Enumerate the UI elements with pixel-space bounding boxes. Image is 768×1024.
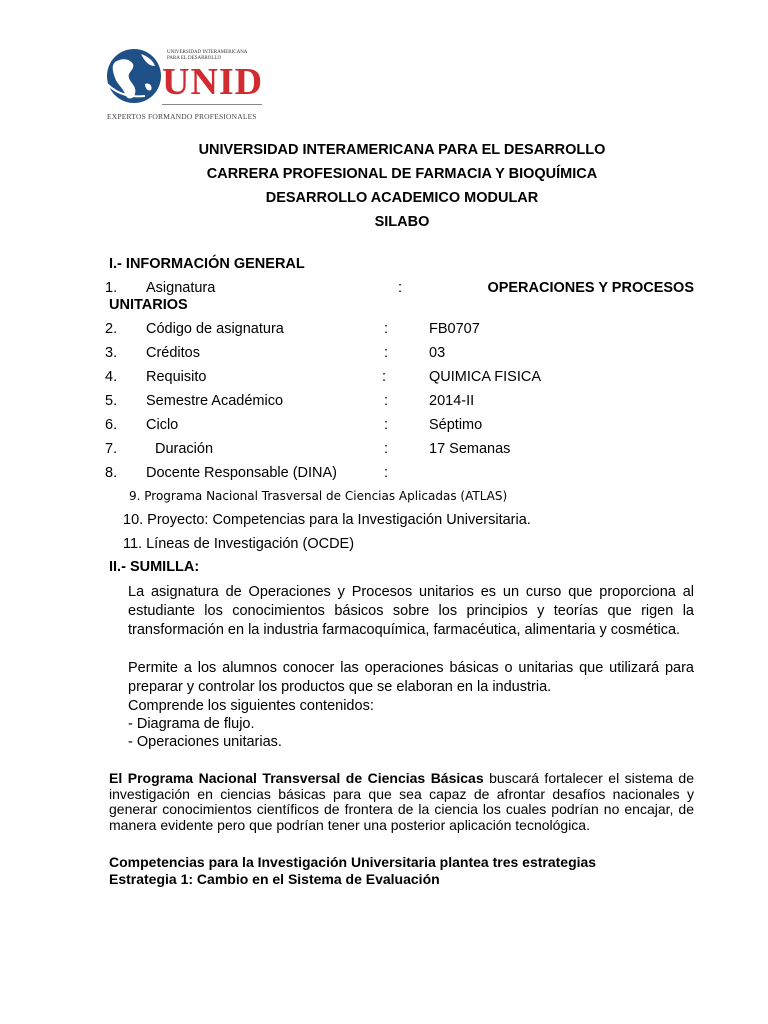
header-career: CARRERA PROFESIONAL DE FARMACIA Y BIOQUÍMICA [206,166,598,182]
item3-number: 3. [105,345,118,361]
item6-value: Séptimo [429,417,483,433]
item7-value: 17 Semanas [429,441,511,457]
header-doc-type: SILABO [374,214,430,230]
item6-number: 6. [105,417,118,433]
programa-lead-rest: buscará fortalecer el sistema de investigación en ciencias básicas para que sea capaz de afrontar desafíos nacionales y generar conocimientos científicos de frontera de la ciencia los cuales podrían no encajar, de manera evidente pero que podrían tener una posterior aplicación tecnológica. [109,770,694,833]
logo-brand-text: UNID [162,61,264,103]
item8-number: 8. [105,465,118,481]
item7-label: Duración [155,441,214,457]
sumilla-contents-intro: Comprende los siguientes contenidos: [128,698,374,714]
item1-value-continued: UNITARIOS [109,297,188,313]
item2-label: Código de asignatura [146,321,284,337]
item5-label: Semestre Académico [146,393,284,409]
item5-colon: : [384,393,389,409]
programa-paragraph [109,771,694,833]
globe-icon [105,44,165,108]
logo-small-text: UNIVERSIDAD INTERAMERICANA PARA EL DESARROLLO [167,50,248,61]
competencias-line: Competencias para la Investigación Universitaria plantea tres estrategias [109,854,597,870]
item7-colon: : [384,441,389,457]
estrategia-1-line: Estrategia 1: Cambio en el Sistema de Evaluación [109,871,440,887]
sumilla-list-item-1: - Diagrama de flujo. [128,716,255,732]
item1-label: Asignatura [146,280,216,296]
sumilla-paragraph-1: La asignatura de Operaciones y Procesos unitarios es un curso que proporciona al estudiante los conocimientos básicos sobre los principios y teorías que rigen la transformación en la industria farmacoquímica, farmacéutica, alimentaria y cosmética. [128,584,694,638]
section2-title: II.- SUMILLA: [109,559,200,575]
item6-label: Ciclo [146,417,179,433]
item1-number: 1. [105,280,118,296]
item1-colon: : [398,280,403,296]
item4-colon: : [382,369,387,385]
item4-label: Requisito [146,369,207,385]
item6-colon: : [384,417,389,433]
item2-number: 2. [105,321,118,337]
unid-logo [105,44,270,124]
item8-colon: : [384,465,389,481]
item4-value: QUIMICA FISICA [429,369,541,385]
item1-value: OPERACIONES Y PROCESOS [487,280,694,296]
item4-number: 4. [105,369,118,385]
item8-label: Docente Responsable (DINA) [146,465,338,481]
item9-text: 9. Programa Nacional Trasversal de Ciencias Aplicadas (ATLAS) [129,489,508,503]
item2-colon: : [384,321,389,337]
item3-value: 03 [429,345,446,361]
item10-text: 10. Proyecto: Competencias para la Investigación Universitaria. [123,512,531,528]
sumilla-list-item-2: - Operaciones unitarias. [128,734,282,750]
item2-value: FB0707 [429,321,480,337]
programa-lead-bold: El Programa Nacional Transversal de Ciencias Básicas [109,770,484,786]
header-department: DESARROLLO ACADEMICO MODULAR [265,190,539,206]
item3-label: Créditos [146,345,200,361]
sumilla-paragraph-2: Permite a los alumnos conocer las operaciones básicas o unitarias que utilizará para preparar y controlar los productos que se elaboran en la industria. [128,660,694,695]
item7-number: 7. [105,441,118,457]
item5-value: 2014-II [429,393,475,409]
item5-number: 5. [105,393,118,409]
logo-tagline: EXPERTOS FORMANDO PROFESIONALES [107,112,257,121]
logo-underline [162,104,262,105]
section1-title: I.- INFORMACIÓN GENERAL [109,256,305,272]
item11-text: 11. Líneas de Investigación (OCDE) [123,536,355,552]
item3-colon: : [384,345,389,361]
header-university: UNIVERSIDAD INTERAMERICANA PARA EL DESARROLLO [198,142,606,158]
